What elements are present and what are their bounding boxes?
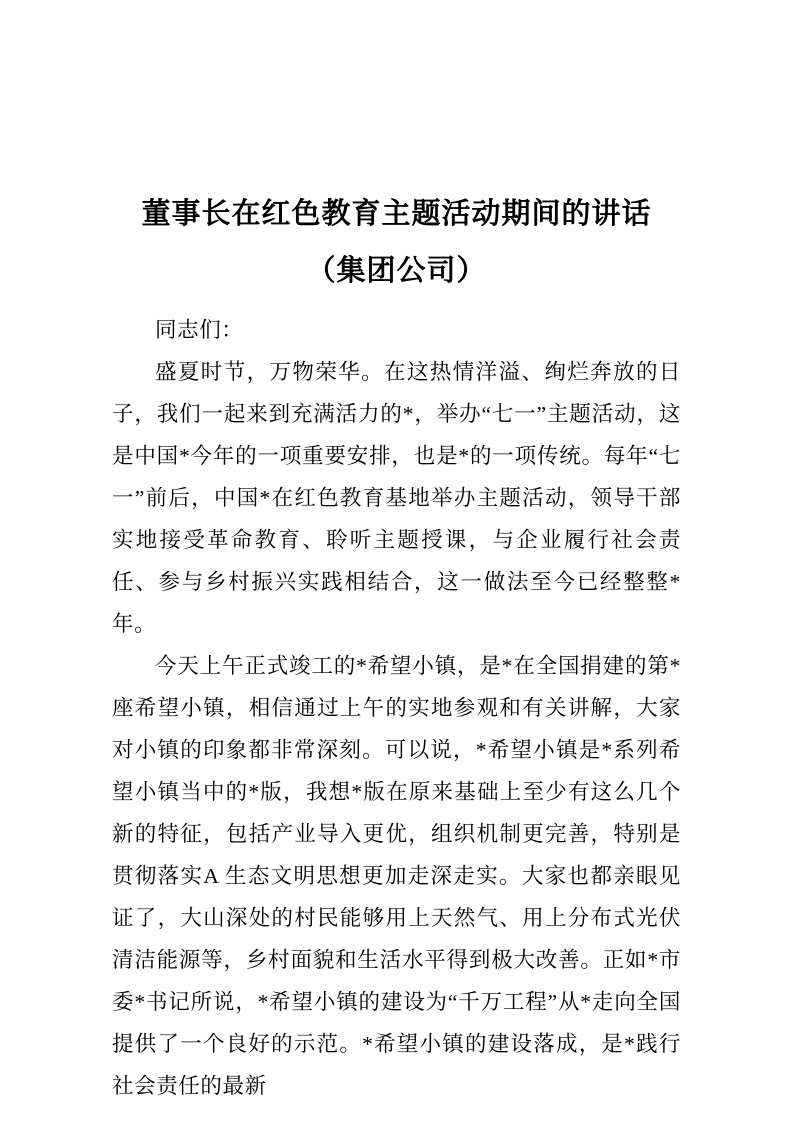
document-title: 董事长在红色教育主题活动期间的讲话（集团公司） [141, 198, 652, 287]
paragraph-hope-town: 今天上午正式竣工的*希望小镇，是*在全国捐建的第*座希望小镇，相信通过上午的实地参观和有关讲解，大家对小镇的印象都非常深刻。可以说，*希望小镇是*系列希望小镇当中的*版，我想*版在原来基础上至少有这么几个新的特征，包括产业导入更优，组织机制更完善，特别是贯彻落实A 生态文明思想更加走深走实。大家也都亲眼见证了，大山深处的村民能够用上天然气、用上分布式光伏清洁能源等，乡村面貌和生活水平得到极大改善。正如*市委*书记所说，*希望小镇的建设为“千万工程”从*走向全国提供了一个良好的示范。*希望小镇的建设落成，是*践行社会责任的最新 [112, 654, 681, 1098]
document-body [112, 309, 681, 1107]
paragraph-intro: 盛夏时节，万物荣华。在这热情洋溢、绚烂奔放的日子，我们一起来到充满活力的*，举办“七一”主题活动，这是中国*今年的一项重要安排，也是*的一项传统。每年“七一”前后，中国*在红色教育基地举办主题活动，领导干部实地接受革命教育、聆听主题授课，与企业履行社会责任、参与乡村振兴实践相结合，这一做法至今已经整整*年。 [112, 360, 681, 636]
paragraph-salutation: 同志们： [155, 318, 244, 342]
